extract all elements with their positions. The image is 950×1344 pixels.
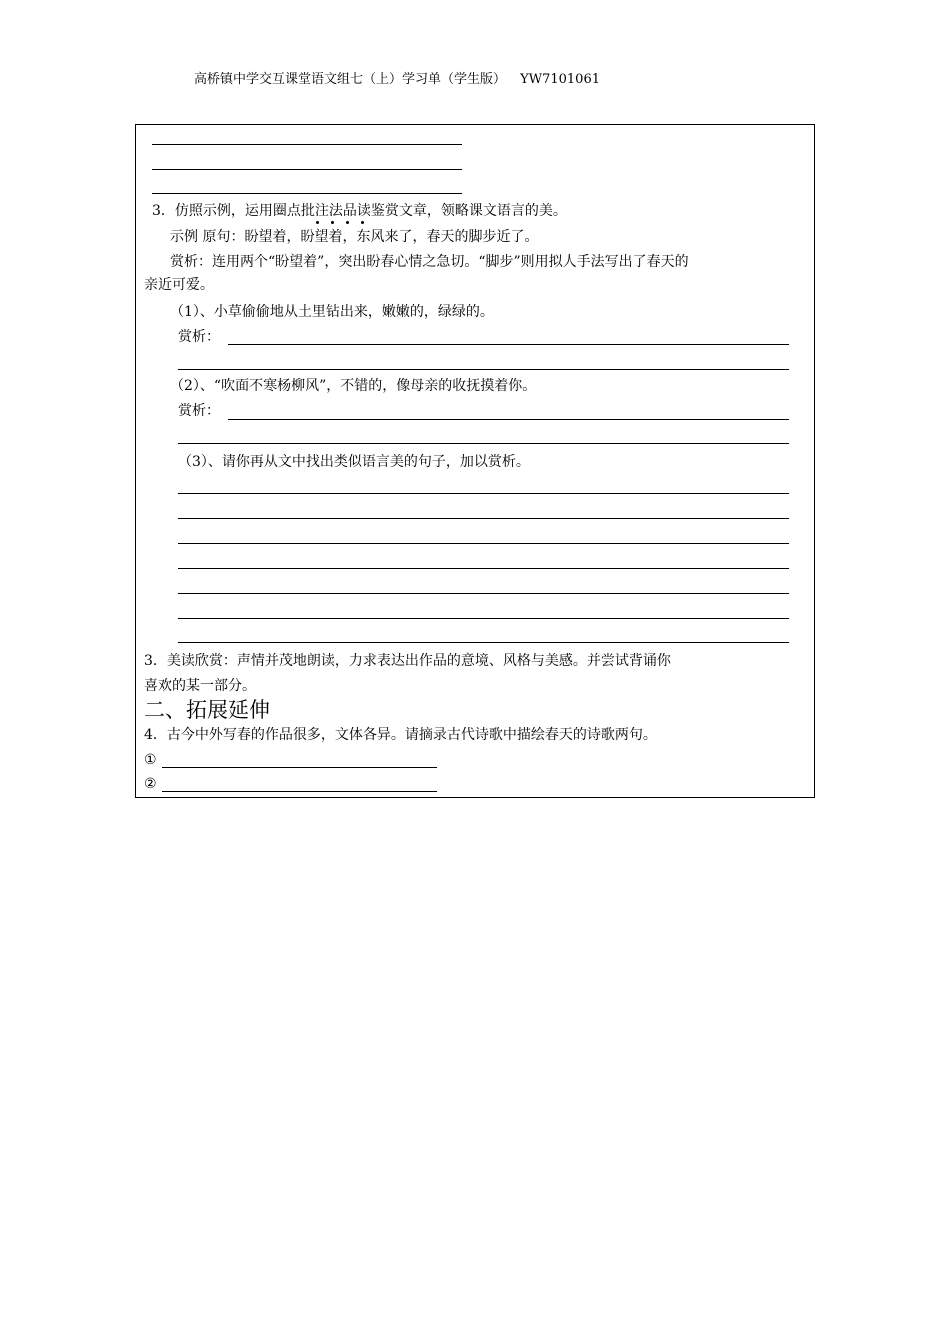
q3-title: 3．仿照示例，运用圈点批注法品读鉴赏文章，领略课文语言的美。: [152, 203, 567, 219]
emphasis-dot: [361, 221, 364, 224]
reading-line1: 3．美读欣赏：声情并茂地朗读，力求表达出作品的意境、风格与美感。并尝试背诵你: [144, 653, 671, 669]
answer-line[interactable]: [178, 568, 789, 569]
q3-item2: （2）、“吹面不寒杨柳风”，不错的，像母亲的收抚摸着你。: [170, 378, 537, 394]
q3-example: 示例 原句：盼望着，盼望着，东风来了，春天的脚步近了。: [170, 229, 539, 245]
analysis-label: 赏析：: [178, 403, 220, 419]
answer-line[interactable]: [178, 443, 789, 444]
answer-line[interactable]: [178, 618, 789, 619]
answer-line[interactable]: [178, 543, 789, 544]
header-code: YW7101061: [520, 72, 600, 87]
emphasis-dot: [346, 221, 349, 224]
emphasis-dot: [331, 221, 334, 224]
answer-line[interactable]: [162, 767, 437, 768]
answer-line[interactable]: [228, 344, 789, 345]
answer-line[interactable]: [152, 169, 462, 170]
section2-title: 二、拓展延伸: [144, 698, 270, 722]
q3-item1: （1）、小草偷偷地从土里钻出来，嫩嫩的，绿绿的。: [170, 304, 494, 320]
answer-line[interactable]: [152, 144, 462, 145]
answer-line[interactable]: [178, 642, 789, 643]
answer-line[interactable]: [152, 193, 462, 194]
reading-line2: 喜欢的某一部分。: [144, 678, 256, 694]
header-title: 高桥镇中学交互课堂语文组七（上）学习单（学生版）: [194, 72, 507, 87]
answer-line[interactable]: [178, 593, 789, 594]
q4-mark1: ①: [144, 752, 157, 768]
q3-analysis-line2: 亲近可爱。: [144, 277, 214, 293]
q3-item3: （3）、请你再从文中找出类似语言美的句子，加以赏析。: [178, 454, 530, 470]
answer-line[interactable]: [178, 493, 789, 494]
page-header: [194, 68, 600, 87]
emphasis-dot: [316, 221, 319, 224]
q4-mark2: ②: [144, 776, 157, 792]
answer-line[interactable]: [178, 518, 789, 519]
answer-line[interactable]: [228, 419, 789, 420]
answer-line[interactable]: [178, 369, 789, 370]
q4-title: 4．古今中外写春的作品很多，文体各异。请摘录古代诗歌中描绘春天的诗歌两句。: [144, 727, 657, 743]
answer-line[interactable]: [162, 791, 437, 792]
worksheet-frame: [135, 124, 815, 798]
q3-analysis-line1: 赏析：连用两个“盼望着”，突出盼春心情之急切。“脚步”则用拟人手法写出了春天的: [170, 254, 689, 270]
analysis-label: 赏析：: [178, 329, 220, 345]
